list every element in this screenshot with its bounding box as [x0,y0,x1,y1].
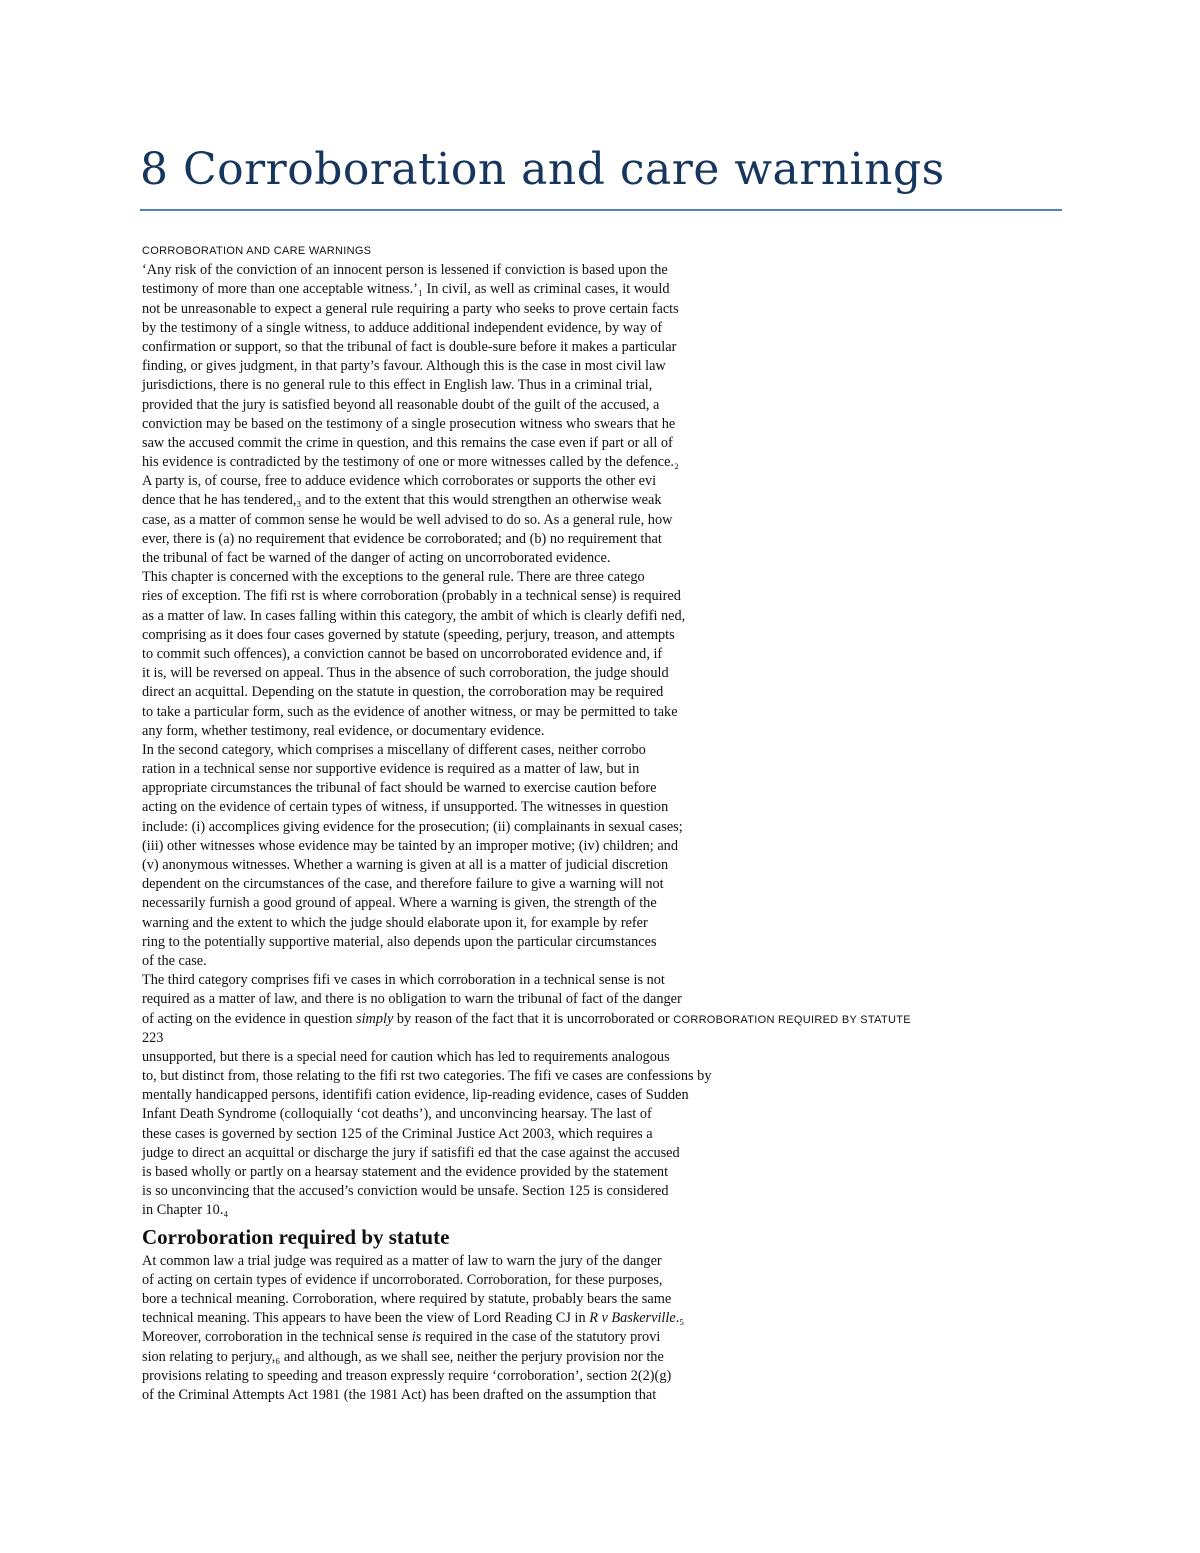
running-head: CORROBORATION AND CARE WARNINGS [142,245,372,257]
body-line: any form, whether testimony, real evidence, or documentary evidence. [142,722,545,739]
body-line: it is, will be reversed on appeal. Thus in the absence of such corroboration, the judge should [142,665,669,682]
body-line: direct an acquittal. Depending on the statute in question, the corroboration may be required [142,684,664,701]
body-line: confirmation or support, so that the tribunal of fact is double-sure before it makes a particular [142,338,677,355]
body-line: dence that he has tendered,₃ and to the extent that this would strengthen an otherwise weak [142,492,662,509]
body-line: judge to direct an acquittal or discharge the jury if satisfifi ed that the case against the accused [142,1144,680,1161]
body-line: appropriate circumstances the tribunal of fact should be warned to exercise caution before [142,780,657,797]
case-name: R v Baskerville [589,1310,676,1327]
paragraphs-part2 [142,1048,1042,1221]
body-line: is so unconvincing that the accused’s conviction would be unsafe. Section 125 is considered [142,1183,669,1200]
body-line: ring to the potentially supportive material, also depends upon the particular circumstances [142,933,657,950]
title-underline [140,209,1062,211]
body-line: in Chapter 10.₄ [142,1202,229,1219]
body-line: ries of exception. The fifi rst is where corroboration (probably in a technical sense) is required [142,588,681,605]
section-heading: Corroboration required by statute [142,1224,450,1249]
body-line: finding, or gives judgment, in that party’s favour. Although this is the case in most civil law [142,358,666,375]
body-line: ration in a technical sense nor supportive evidence is required as a matter of law, but in [142,761,640,778]
body-line: In the second category, which comprises a miscellany of different cases, neither corrobo [142,741,646,758]
body-line: as a matter of law. In cases falling within this category, the ambit of which is clearly defifi ned, [142,607,686,624]
body-line: This chapter is concerned with the exceptions to the general rule. There are three catego [142,569,645,586]
body-line: A party is, of course, free to adduce evidence which corroborates or supports the other evi [142,473,657,490]
body-line: of the Criminal Attempts Act 1981 (the 1981 Act) has been drafted on the assumption that [142,1386,657,1403]
body-line: include: (i) accomplices giving evidence for the prosecution; (ii) complainants in sexual cases; [142,818,683,835]
body-line: to, but distinct from, those relating to the fifi rst two categories. The fifi ve cases are confessions by [142,1068,712,1085]
body-line: sion relating to perjury,₆ and although, as we shall see, neither the perjury provision nor the [142,1348,664,1365]
body-line: his evidence is contradicted by the testimony of one or more witnesses called by the defence.₂ [142,454,679,471]
body-line: by the testimony of a single witness, to adduce additional independent evidence, by way of [142,319,663,336]
body-line: comprising as it does four cases governed by statute (speeding, perjury, treason, and attempts [142,626,675,643]
running-foot: CORROBORATION REQUIRED BY STATUTE [673,1013,911,1026]
body-line: ever, there is (a) no requirement that evidence be corroborated; and (b) no requirement that [142,530,662,547]
body-line: (iii) other witnesses whose evidence may be tainted by an improper motive; (iv) children; and [142,837,678,854]
paragraphs-part3 [142,1252,1042,1310]
text-segment: of acting on the evidence in question [142,1010,356,1027]
body-line: warning and the extent to which the judge should elaborate upon it, for example by refer [142,914,648,931]
body-line: is based wholly or partly on a hearsay statement and the evidence provided by the statement [142,1164,669,1180]
body-line: jurisdictions, there is no general rule to this effect in English law. Thus in a criminal trial, [142,377,653,394]
body-line: provided that the jury is satisfied beyond all reasonable doubt of the guilt of the accused, a [142,396,660,413]
body-line: the tribunal of fact be warned of the danger of acting on uncorroborated evidence. [142,550,611,566]
body-line: these cases is governed by section 125 of the Criminal Justice Act 2003, which requires a [142,1125,653,1142]
text-segment: by reason of the fact that it is uncorroborated or [393,1010,674,1027]
text-segment: Moreover, corroboration in the technical sense [142,1329,412,1346]
body-line: provisions relating to speeding and treason expressly require ‘corroboration’, section 2(2)(g) [142,1367,672,1384]
body-line: Infant Death Syndrome (colloquially ‘cot deaths’), and unconvincing hearsay. The last of [142,1106,652,1123]
body-line-moreover [142,1328,1042,1347]
page-number: 223 [142,1029,164,1046]
body-line-simply [142,1010,1042,1029]
text-segment: required in the case of the statutory provi [421,1329,661,1346]
body-line: necessarily furnish a good ground of appeal. Where a warning is given, the strength of the [142,895,657,912]
italic-segment: simply [356,1010,394,1027]
document-body [142,242,1042,1405]
body-line: of the case. [142,952,207,969]
paragraphs-part1 [142,261,1042,1009]
italic-segment: is [411,1329,422,1346]
body-line: bore a technical meaning. Corroboration, where required by statute, probably bears the same [142,1290,672,1307]
body-line: (v) anonymous witnesses. Whether a warning is given at all is a matter of judicial discretion [142,857,669,873]
body-line: of acting on certain types of evidence if uncorroborated. Corroboration, for these purposes, [142,1271,663,1288]
body-line: At common law a trial judge was required as a matter of law to warn the jury of the danger [142,1252,662,1269]
body-line: The third category comprises fifi ve cases in which corroboration in a technical sense is not [142,972,665,989]
body-line: mentally handicapped persons, identififi cation evidence, lip-reading evidence, cases of Sudden [142,1087,689,1104]
body-line: acting on the evidence of certain types of witness, if unsupported. The witnesses in question [142,799,669,816]
text-segment: .₅ [675,1310,685,1327]
body-line: dependent on the circumstances of the case, and therefore failure to give a warning will not [142,876,664,893]
body-line: required as a matter of law, and there is no obligation to warn the tribunal of fact of the danger [142,991,682,1008]
body-line: saw the accused commit the crime in question, and this remains the case even if part or all of [142,434,673,451]
body-line: unsupported, but there is a special need for caution which has led to requirements analogous [142,1048,670,1065]
body-line: to commit such offences), a conviction cannot be based on uncorroborated evidence and, if [142,645,663,662]
text-segment: technical meaning. This appears to have been the view of Lord Reading CJ in [142,1310,590,1327]
body-line: not be unreasonable to expect a general rule requiring a party who seeks to prove certain facts [142,300,679,317]
chapter-title: 8 Corroboration and care warnings [140,144,945,195]
paragraphs-part4 [142,1348,1042,1406]
body-line: case, as a matter of common sense he would be well advised to do so. As a general rule, how [142,511,673,528]
body-line: testimony of more than one acceptable witness.’₁ In civil, as well as criminal cases, it would [142,281,670,298]
body-line: ‘Any risk of the conviction of an innocent person is lessened if conviction is based upon the [142,262,668,279]
body-line: conviction may be based on the testimony of a single prosecution witness who swears that he [142,415,676,432]
body-line: to take a particular form, such as the evidence of another witness, or may be permitted to take [142,703,678,720]
body-line-baskerville [142,1309,1042,1328]
